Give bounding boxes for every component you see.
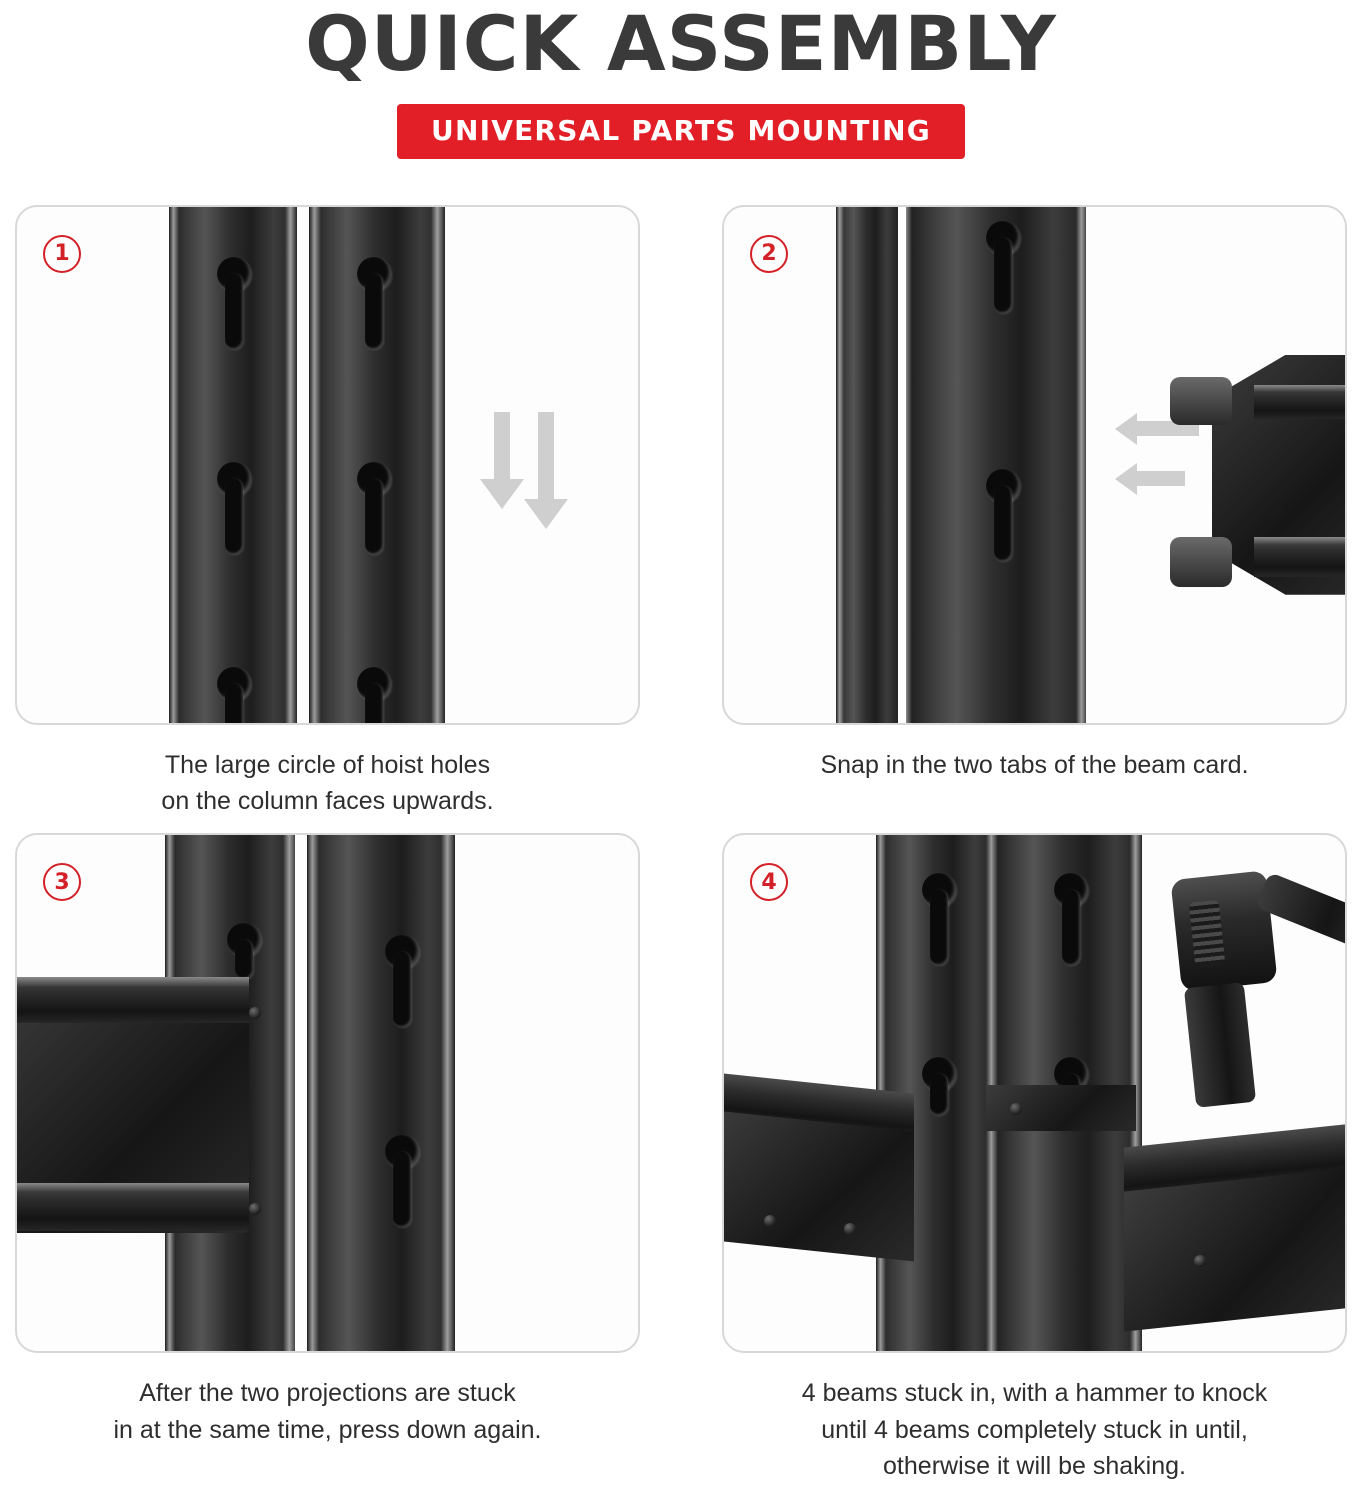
step-4-caption-line-1: 4 beams stuck in, with a hammer to knock xyxy=(801,1379,1268,1408)
step-4-caption-line-3: otherwise it will be shaking. xyxy=(883,1451,1186,1480)
keyhole-slot xyxy=(1054,873,1088,965)
step-1-illustration xyxy=(15,205,640,725)
beam-bottom-highlight xyxy=(15,1183,249,1192)
step-2-number-badge: 2 xyxy=(750,235,788,273)
keyhole-slot xyxy=(922,873,956,965)
column-side-highlight xyxy=(836,205,844,725)
step-3-caption-line-1: After the two projections are stuck xyxy=(139,1379,516,1408)
step-3-illustration xyxy=(15,833,640,1353)
beam-top-highlight xyxy=(15,977,249,987)
step-3-caption-line-2: in at the same time, press down again. xyxy=(113,1415,542,1444)
step-4-number-badge: 4 xyxy=(750,863,788,901)
beam-tab-lower xyxy=(1170,537,1232,587)
column-right xyxy=(307,833,455,1353)
column-right-highlight xyxy=(307,833,319,1353)
page-title: QUICK ASSEMBLY xyxy=(305,0,1057,88)
steps-grid xyxy=(0,205,1362,1484)
step-2-illustration xyxy=(722,205,1347,725)
step-1 xyxy=(14,205,641,820)
step-2-caption-line-1: Snap in the two tabs of the beam card. xyxy=(820,750,1249,779)
column-right-highlight xyxy=(309,205,321,725)
beam-tab-upper xyxy=(1170,377,1232,425)
step-3 xyxy=(14,833,641,1484)
beam-left-web xyxy=(722,1111,914,1262)
column-right-edge-highlight xyxy=(441,833,455,1353)
beam-connector-block xyxy=(986,1085,1136,1131)
step-1-number-badge: 1 xyxy=(43,235,81,273)
step-1-caption-line-2: on the column faces upwards. xyxy=(161,787,494,816)
step-3-scene xyxy=(17,835,638,1351)
step-1-scene xyxy=(17,207,638,723)
keyhole-slot xyxy=(385,935,419,1027)
column-front-highlight xyxy=(900,205,912,725)
keyhole-slot xyxy=(217,667,251,725)
keyhole-slot xyxy=(217,462,251,554)
step-1-caption xyxy=(161,747,493,820)
keyhole-slot xyxy=(385,1135,419,1227)
keyhole-slot xyxy=(357,667,391,725)
step-4 xyxy=(721,833,1348,1484)
step-2-scene xyxy=(724,207,1345,723)
step-3-number-badge: 3 xyxy=(43,863,81,901)
beam-top-highlight xyxy=(1254,385,1347,392)
page-header xyxy=(0,0,1362,159)
keyhole-slot xyxy=(357,462,391,554)
keyhole-slot xyxy=(922,1057,956,1149)
step-2-caption xyxy=(820,747,1248,783)
beam-bottom-highlight xyxy=(1254,537,1347,545)
column-left-edge-highlight xyxy=(285,205,297,725)
column-front-edge-highlight xyxy=(1076,205,1088,725)
step-4-scene xyxy=(724,835,1345,1351)
beam-right-web xyxy=(1124,1167,1347,1332)
column-left-edge-highlight xyxy=(283,833,297,1353)
step-2 xyxy=(721,205,1348,820)
step-4-caption-line-2: until 4 beams completely stuck in until, xyxy=(821,1415,1248,1444)
column-right-edge-highlight xyxy=(431,205,445,725)
column-left-highlight xyxy=(169,205,179,725)
step-4-caption xyxy=(802,1375,1267,1484)
step-3-caption xyxy=(113,1375,541,1448)
subtitle-container xyxy=(0,104,1362,159)
keyhole-slot xyxy=(986,469,1020,561)
keyhole-slot xyxy=(217,257,251,349)
column-side-face xyxy=(836,205,898,725)
subtitle-badge: UNIVERSAL PARTS MOUNTING xyxy=(397,104,965,159)
hammer-shaft-icon xyxy=(1184,982,1256,1108)
keyhole-slot xyxy=(357,257,391,349)
step-1-caption-line-1: The large circle of hoist holes xyxy=(164,750,491,779)
keyhole-slot xyxy=(986,221,1020,313)
step-4-illustration xyxy=(722,833,1347,1353)
